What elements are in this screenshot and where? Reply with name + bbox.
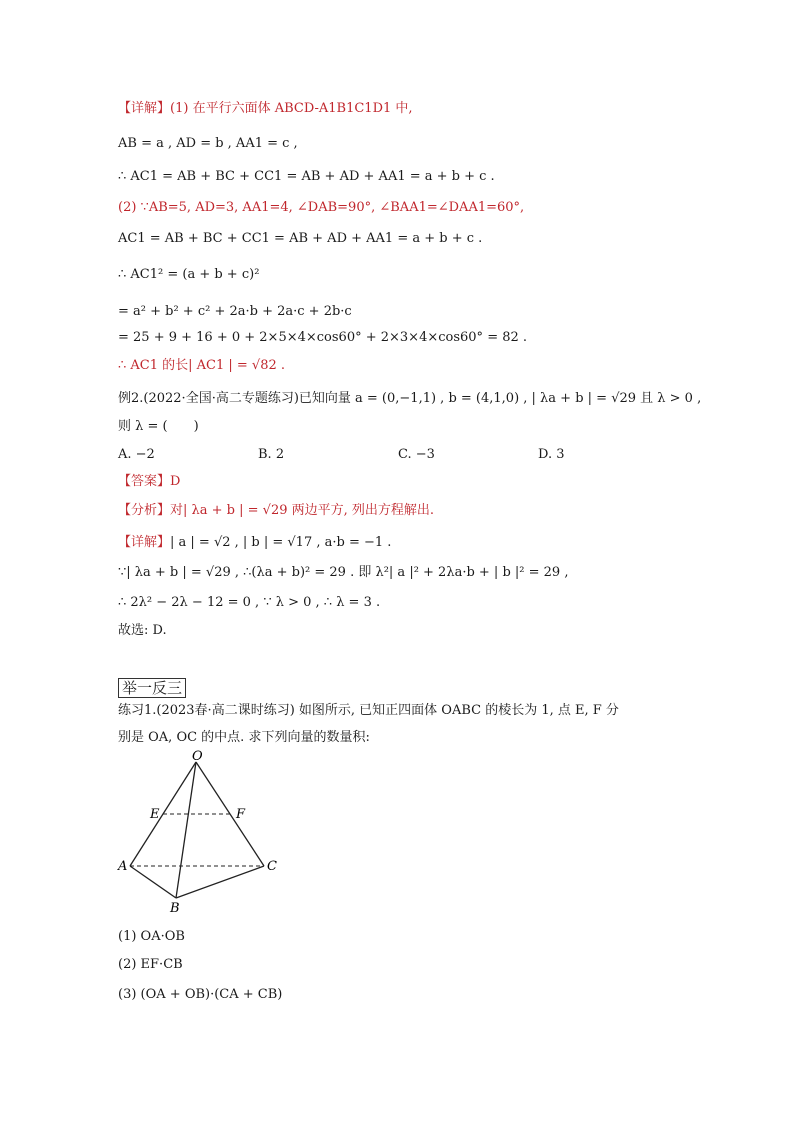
edge-ab (130, 866, 176, 898)
section-heading-box (118, 678, 186, 699)
section-box-label: 举一反三 (118, 678, 186, 698)
label-o: O (192, 750, 203, 764)
label-a: A (118, 859, 128, 874)
detail-part1-intro (118, 100, 413, 118)
detail2-label: 【详解】 (118, 535, 171, 550)
example2-stem-line2: 则 λ = ( ) (118, 419, 199, 434)
edge-bc (176, 866, 264, 898)
option-b: B. 2 (258, 447, 285, 462)
ac1-expression: AC1 = AB + BC + CC1 = AB + AD + AA1 = a + b + c . (118, 231, 483, 246)
example2-options (118, 446, 618, 464)
tetrahedron-figure (110, 750, 290, 920)
option-a: A. −2 (118, 447, 155, 462)
label-f: F (236, 807, 246, 822)
label-b: B (170, 901, 180, 916)
option-d: D. 3 (538, 447, 565, 462)
example2-analysis (118, 502, 434, 520)
therefore-ac1: ∴ AC1 = AB + BC + CC1 = AB + AD + AA1 = a + b + c . (118, 169, 495, 184)
detail-label: 【详解】 (118, 101, 171, 116)
practice-stem-line1: 练习1.(2023春·高二课时练习) 如图所示, 已知正四面体 OABC 的棱长为 1, 点 E, F 分 (118, 703, 619, 718)
question-1: (1) OA·OB (118, 929, 185, 944)
detail-part1-text: (1) 在平行六面体 ABCD-A1B1C1D1 中, (170, 101, 413, 116)
answer-value: D (170, 474, 181, 489)
analysis-label: 【分析】 (118, 503, 171, 518)
square-expansion: = a² + b² + c² + 2a·b + 2a·c + 2b·c (118, 304, 352, 319)
example2-detail-line1 (118, 534, 391, 552)
practice-stem-line2: 别是 OA, OC 的中点. 求下列向量的数量积: (118, 730, 370, 745)
example2-answer (118, 473, 180, 491)
analysis-text: 对| λa + b | = √29 两边平方, 列出方程解出. (170, 503, 435, 518)
ac1-length-result: ∴ AC1 的长| AC1 | = √82 . (118, 358, 286, 373)
example2-detail-line3: ∴ 2λ² − 2λ − 12 = 0 , ∵ λ > 0 , ∴ λ = 3 . (118, 595, 381, 610)
detail2-text: | a | = √2 , | b | = √17 , a·b = −1 . (170, 535, 392, 550)
example2-stem-line1: 例2.(2022·全国·高二专题练习)已知向量 a = (0,−1,1) , b = (4,1,0) , | λa + b | = √29 且 λ > 0 , (118, 391, 702, 406)
example2-detail-line2: ∵| λa + b | = √29 , ∴(λa + b)² = 29 . 即 λ²| a |² + 2λa·b + | b |² = 29 , (118, 565, 569, 580)
option-c: C. −3 (398, 447, 435, 462)
numeric-evaluation: = 25 + 9 + 16 + 0 + 2×5×4×cos60° + 2×3×4×cos60° = 82 . (118, 330, 528, 345)
ac1-square: ∴ AC1² = (a + b + c)² (118, 267, 260, 282)
question-2: (2) EF·CB (118, 957, 183, 972)
answer-label: 【答案】 (118, 474, 171, 489)
label-e: E (150, 807, 160, 822)
edge-ob (176, 762, 196, 898)
vector-definitions: AB = a , AD = b , AA1 = c , (118, 136, 298, 151)
label-c: C (267, 859, 277, 874)
question-3: (3) (OA + OB)·(CA + CB) (118, 987, 283, 1002)
example2-conclusion: 故选: D. (118, 623, 167, 638)
part2-given: (2) ∵AB=5, AD=3, AA1=4, ∠DAB=90°, ∠BAA1=∠DAA1=60°, (118, 200, 525, 215)
